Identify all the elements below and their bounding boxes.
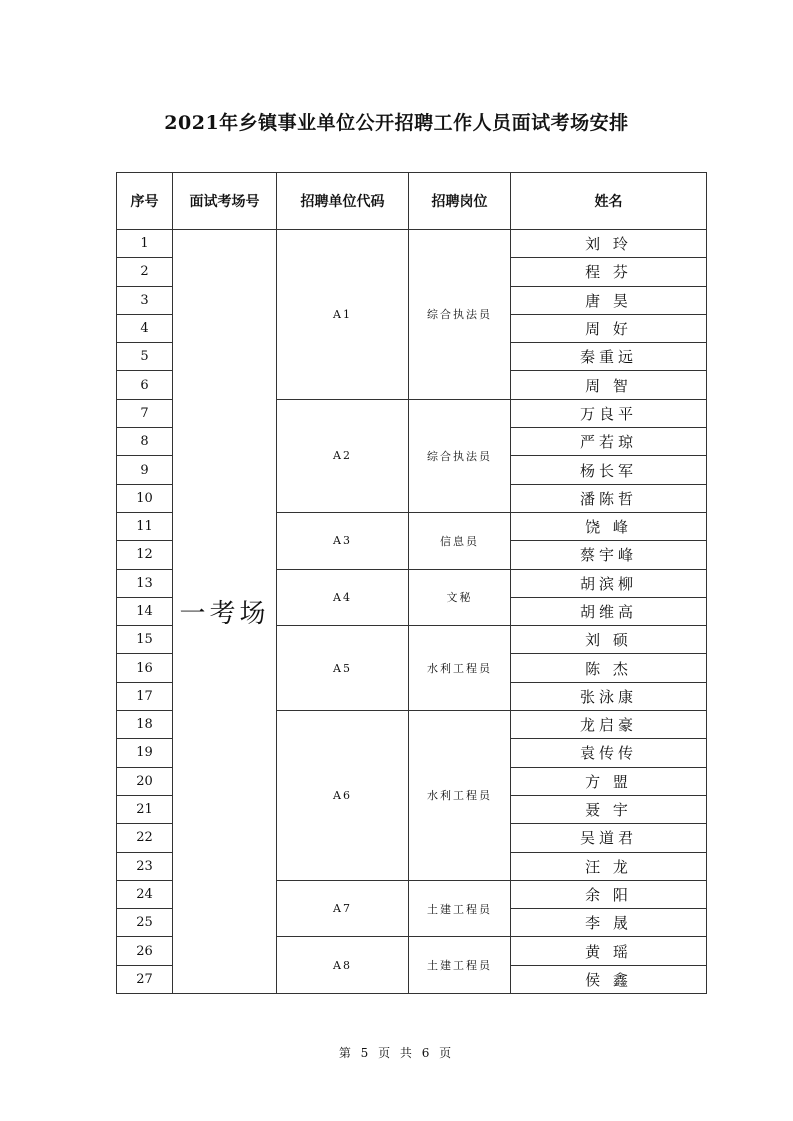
name-cell: 潘陈哲 <box>511 484 707 512</box>
name-cell: 蔡宇峰 <box>511 541 707 569</box>
seq-cell: 9 <box>117 456 173 484</box>
unit-code-cell: A2 <box>277 399 409 512</box>
name-cell: 龙启豪 <box>511 711 707 739</box>
unit-code-cell: A5 <box>277 626 409 711</box>
name-cell: 唐 昊 <box>511 286 707 314</box>
name-cell: 张泳康 <box>511 682 707 710</box>
name-cell: 侯 鑫 <box>511 965 707 993</box>
seq-cell: 21 <box>117 795 173 823</box>
unit-code-cell: A4 <box>277 569 409 626</box>
name-cell: 吴道君 <box>511 824 707 852</box>
post-cell: 土建工程员 <box>409 937 511 994</box>
venue-cell: 一考场 <box>173 230 277 994</box>
seq-cell: 24 <box>117 880 173 908</box>
name-cell: 杨长军 <box>511 456 707 484</box>
seq-cell: 26 <box>117 937 173 965</box>
name-cell: 刘 玲 <box>511 230 707 258</box>
name-cell: 万良平 <box>511 399 707 427</box>
name-cell: 聂 宇 <box>511 795 707 823</box>
page-title: 2021年乡镇事业单位公开招聘工作人员面试考场安排 <box>164 112 629 134</box>
seq-cell: 23 <box>117 852 173 880</box>
seq-cell: 18 <box>117 711 173 739</box>
name-cell: 周 智 <box>511 371 707 399</box>
name-cell: 汪 龙 <box>511 852 707 880</box>
unit-code-cell: A7 <box>277 880 409 937</box>
seq-cell: 25 <box>117 909 173 937</box>
unit-code-cell: A8 <box>277 937 409 994</box>
name-cell: 余 阳 <box>511 880 707 908</box>
seq-cell: 5 <box>117 343 173 371</box>
seq-cell: 27 <box>117 965 173 993</box>
header-post: 招聘岗位 <box>409 173 511 230</box>
seq-cell: 7 <box>117 399 173 427</box>
seq-cell: 15 <box>117 626 173 654</box>
header-seq: 序号 <box>117 173 173 230</box>
post-cell: 综合执法员 <box>409 399 511 512</box>
post-cell: 综合执法员 <box>409 230 511 400</box>
name-cell: 胡维高 <box>511 597 707 625</box>
name-cell: 袁传传 <box>511 739 707 767</box>
seq-cell: 12 <box>117 541 173 569</box>
name-cell: 胡滨柳 <box>511 569 707 597</box>
name-cell: 刘 硕 <box>511 626 707 654</box>
table-body <box>117 230 707 994</box>
seq-cell: 22 <box>117 824 173 852</box>
table-row <box>117 230 707 258</box>
seq-cell: 13 <box>117 569 173 597</box>
seq-cell: 3 <box>117 286 173 314</box>
seq-cell: 11 <box>117 512 173 540</box>
unit-code-cell: A3 <box>277 512 409 569</box>
name-cell: 陈 杰 <box>511 654 707 682</box>
post-cell: 土建工程员 <box>409 880 511 937</box>
header-venue: 面试考场号 <box>173 173 277 230</box>
name-cell: 李 晟 <box>511 909 707 937</box>
name-cell: 周 好 <box>511 314 707 342</box>
table-header-row <box>117 173 707 230</box>
name-cell: 方 盟 <box>511 767 707 795</box>
seq-cell: 20 <box>117 767 173 795</box>
seq-cell: 19 <box>117 739 173 767</box>
page-footer: 第 5 页 共 6 页 <box>338 1046 455 1060</box>
seq-cell: 1 <box>117 230 173 258</box>
seq-cell: 14 <box>117 597 173 625</box>
schedule-table <box>116 172 707 994</box>
unit-code-cell: A1 <box>277 230 409 400</box>
name-cell: 秦重远 <box>511 343 707 371</box>
seq-cell: 2 <box>117 258 173 286</box>
seq-cell: 16 <box>117 654 173 682</box>
seq-cell: 8 <box>117 428 173 456</box>
name-cell: 程 芬 <box>511 258 707 286</box>
header-code: 招聘单位代码 <box>277 173 409 230</box>
name-cell: 饶 峰 <box>511 512 707 540</box>
post-cell: 水利工程员 <box>409 711 511 881</box>
seq-cell: 10 <box>117 484 173 512</box>
name-cell: 严若琼 <box>511 428 707 456</box>
name-cell: 黄 瑶 <box>511 937 707 965</box>
header-name: 姓名 <box>511 173 707 230</box>
seq-cell: 17 <box>117 682 173 710</box>
post-cell: 水利工程员 <box>409 626 511 711</box>
seq-cell: 6 <box>117 371 173 399</box>
unit-code-cell: A6 <box>277 711 409 881</box>
seq-cell: 4 <box>117 314 173 342</box>
post-cell: 信息员 <box>409 512 511 569</box>
post-cell: 文秘 <box>409 569 511 626</box>
